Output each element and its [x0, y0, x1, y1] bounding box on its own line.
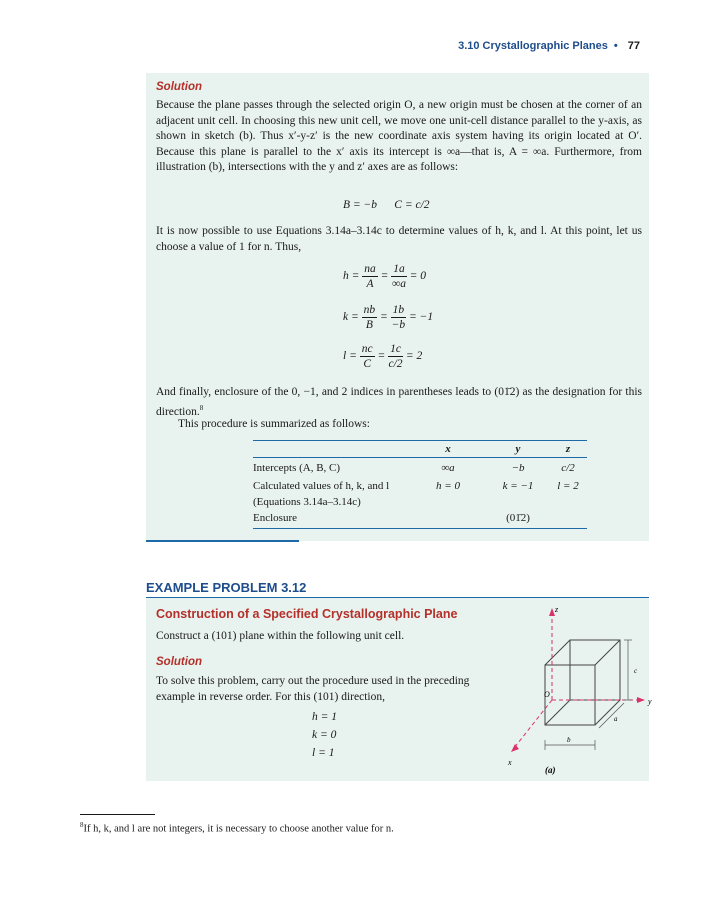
denominator: B — [365, 319, 373, 331]
numerator: 1b — [392, 304, 405, 316]
equation-l: l = $\frac{nc}{C}$ = $\frac{1c}{c/2}$ = 2 — [343, 343, 423, 370]
example-title: EXAMPLE PROBLEM 3.12 — [146, 580, 307, 595]
solution-heading: Solution — [156, 81, 202, 93]
row-label: Enclosure — [253, 512, 297, 524]
example-prompt: Construct a (101) plane within the following unit cell. — [156, 630, 405, 642]
fraction — [362, 303, 378, 332]
eq-result: = 2 — [405, 350, 423, 363]
z-label: z — [555, 605, 559, 614]
example-solution-text: To solve this problem, carry out the procedure used in the preceding example in reverse order. For this (101) direction, — [156, 675, 470, 703]
row-label: Intercepts (A, B, C) — [253, 462, 341, 474]
cube-edge — [545, 700, 570, 725]
row-label: Calculated values of h, k, and l — [253, 480, 390, 492]
fraction — [360, 342, 375, 371]
example-subtitle: Construction of a Specified Crystallographic Plane — [156, 607, 458, 621]
a-dimension-line — [599, 703, 624, 728]
col-header-z: z — [565, 443, 571, 455]
cell-x: h = 0 — [436, 480, 460, 492]
equation-b-c: B = −b C = c/2 — [343, 199, 430, 211]
cell-z: c/2 — [561, 462, 575, 474]
fraction — [391, 303, 407, 332]
a-label: a — [614, 715, 618, 723]
eq-lhs: k = — [343, 311, 359, 324]
origin-label: O — [544, 690, 550, 699]
footnote — [80, 821, 394, 835]
page-number: 77 — [627, 40, 640, 52]
equation-k: k = $\frac{nb}{B}$ = $\frac{1b}{-b}$ = −1 — [343, 304, 434, 331]
fraction — [362, 262, 378, 291]
eq-lhs: l = — [343, 350, 357, 363]
summary-table — [253, 440, 587, 529]
running-header — [458, 40, 640, 52]
separator-dot: • — [613, 40, 618, 52]
solution-paragraph-3 — [156, 385, 642, 420]
example-eq-k: k = 0 — [312, 729, 337, 741]
b-label: b — [567, 736, 571, 744]
table-row — [253, 478, 587, 494]
equation-h: h = $\frac{na}{A}$ = $\frac{1a}{\infty a}$ = 0 — [343, 263, 427, 290]
paragraph-text: And finally, enclosure of the 0, −1, and 2 indices in parentheses leads to (01̄2) as the designation for this direction. — [156, 386, 642, 418]
x-arrow-icon — [511, 744, 519, 752]
numerator: 1a — [393, 263, 405, 275]
denominator: A — [366, 278, 374, 290]
table-header-row — [253, 441, 587, 457]
solution-paragraph-4: This procedure is summarized as follows: — [178, 418, 370, 430]
example-solution-heading: Solution — [156, 656, 202, 668]
example-eq-l: l = 1 — [312, 747, 335, 759]
numerator: nb — [363, 304, 376, 316]
table-row — [253, 510, 587, 526]
fraction — [391, 262, 407, 291]
cell-y: (01̄2) — [506, 512, 530, 524]
c-label: c — [634, 667, 638, 675]
col-header-x: x — [445, 443, 451, 455]
cell-z: l = 2 — [557, 480, 579, 492]
numerator: nc — [361, 343, 373, 355]
footnote-text: If h, k, and l are not integers, it is necessary to choose another value for n. — [83, 823, 394, 835]
section-title: 3.10 Crystallographic Planes — [458, 40, 608, 52]
unit-cell-figure — [500, 600, 660, 780]
table-row — [253, 460, 587, 476]
numerator: 1c — [390, 343, 401, 355]
eq-lhs: h = — [343, 270, 360, 283]
example-eq-h: h = 1 — [312, 711, 338, 723]
y-label: y — [648, 697, 652, 706]
numerator: na — [364, 263, 376, 275]
eq-result: = 0 — [409, 270, 427, 283]
col-header-y: y — [515, 443, 521, 455]
denominator: c/2 — [388, 358, 403, 370]
cell-y: −b — [511, 462, 525, 474]
denominator: −b — [391, 319, 406, 331]
table-rule — [253, 457, 587, 458]
cube-edge — [545, 640, 570, 665]
eq-result: = −1 — [409, 311, 434, 324]
footnote-rule — [80, 814, 155, 815]
solution-paragraph-2: It is now possible to use Equations 3.14a–3.14c to determine values of h, k, and l. At this point, let us choose a value of 1 for n. Thus, — [156, 225, 642, 253]
cube-edge — [595, 640, 620, 665]
footnote-mark: 8 — [80, 821, 84, 829]
footnote-ref: 8 — [199, 403, 204, 412]
denominator: C — [363, 358, 371, 370]
box-bottom-rule — [146, 540, 299, 542]
x-label: x — [508, 758, 512, 767]
y-arrow-icon — [637, 697, 645, 703]
fraction — [388, 342, 403, 371]
table-row — [253, 494, 587, 510]
table-rule — [253, 528, 587, 529]
denominator: ∞a — [392, 278, 406, 290]
cell-y: k = −1 — [502, 480, 534, 492]
solution-paragraph-1: Because the plane passes through the selected origin O, a new origin must be chosen at the corner of an adjacent unit cell. In choosing this new unit cell, we move one unit-cell distance parallel to the y-axis, as shown in sketch (b). Thus x′-y-z′ is the new coordinate axis system having its origin located at O′. Because this plane is parallel to the x′ axis its intercept is ∞a—that is, A = ∞a. Furthermore, from illustration (b), intersections with the y and z′ axes are as follows: — [156, 99, 642, 173]
row-label: (Equations 3.14a–3.14c) — [253, 496, 361, 508]
cell-x: ∞a — [441, 462, 455, 474]
figure-caption: (a) — [545, 765, 556, 775]
